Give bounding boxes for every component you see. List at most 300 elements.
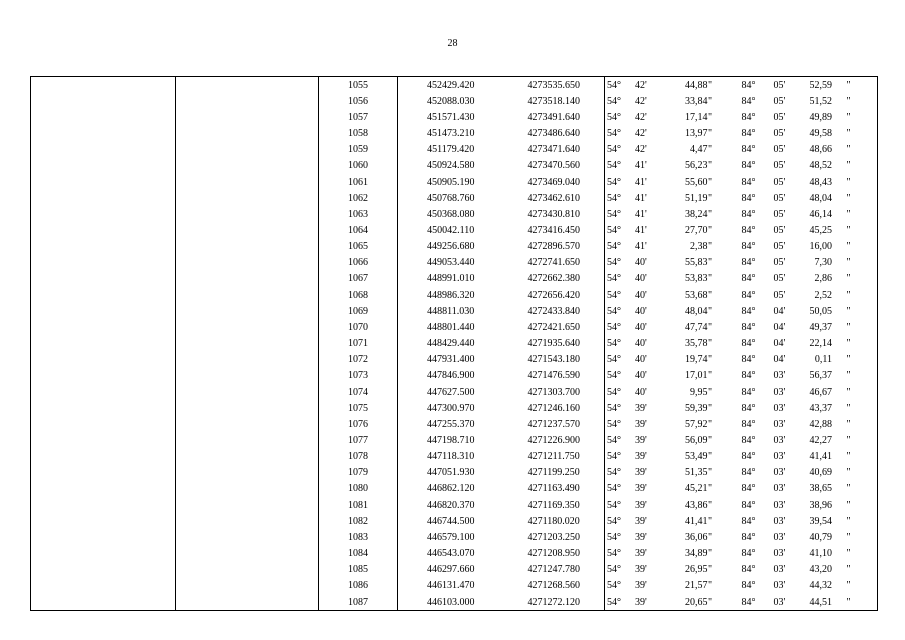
seconds-symbol: " [708, 548, 713, 560]
x-coordinate: 447931.400 [398, 352, 504, 368]
table-row [31, 449, 878, 465]
longitude-cell [735, 465, 878, 481]
y-coordinate: 4271272.120 [504, 594, 605, 611]
point-number: 1062 [319, 190, 398, 206]
x-coordinate: 448429.440 [398, 336, 504, 352]
latitude-cell [605, 174, 735, 190]
longitude-cell [735, 287, 878, 303]
longitude-minutes: 04' [773, 338, 786, 350]
longitude-minutes: 03' [773, 418, 786, 430]
longitude-degrees: 84° [741, 160, 756, 172]
longitude-minutes: 03' [773, 580, 786, 592]
table-row [31, 432, 878, 448]
table-row [31, 400, 878, 416]
longitude-minutes: 05' [773, 192, 786, 204]
empty-cell [31, 142, 176, 158]
latitude-seconds: 57,92 [685, 418, 708, 430]
x-coordinate: 446131.470 [398, 578, 504, 594]
x-coordinate: 450924.580 [398, 158, 504, 174]
longitude-degrees: 84° [741, 499, 756, 511]
latitude-minutes: 42' [635, 144, 647, 156]
point-number: 1059 [319, 142, 398, 158]
longitude-degrees: 84° [741, 305, 756, 317]
empty-cell [31, 109, 176, 125]
longitude-degrees: 84° [741, 580, 756, 592]
latitude-seconds: 44,88 [685, 79, 708, 91]
y-coordinate: 4273416.450 [527, 224, 580, 236]
latitude-minutes: 42' [635, 128, 647, 140]
seconds-symbol: " [708, 354, 713, 366]
empty-cell [31, 255, 176, 271]
latitude-cell [605, 77, 735, 94]
coordinates-table [30, 76, 878, 611]
longitude-seconds: 50,05 [809, 305, 832, 317]
latitude-cell [605, 93, 735, 109]
latitude-minutes: 40' [635, 370, 647, 382]
latitude-degrees: 54° [607, 435, 621, 447]
point-number: 1061 [319, 174, 398, 190]
longitude-degrees: 84° [741, 79, 756, 91]
y-coordinate: 4271268.560 [527, 580, 580, 592]
latitude-minutes: 40' [635, 386, 647, 398]
y-coordinate: 4271208.950 [527, 548, 580, 560]
empty-cell [31, 222, 176, 238]
table-row [31, 594, 878, 611]
latitude-seconds: 33,84 [685, 95, 708, 107]
latitude-cell [605, 594, 735, 611]
point-number: 1086 [319, 578, 398, 594]
latitude-minutes: 40' [635, 305, 647, 317]
latitude-cell [605, 432, 735, 448]
longitude-seconds: 51,52 [809, 95, 832, 107]
latitude-cell [605, 465, 735, 481]
seconds-symbol: " [708, 257, 713, 269]
table-row [31, 481, 878, 497]
x-coordinate: 450368.080 [398, 206, 504, 222]
latitude-minutes: 40' [635, 354, 647, 366]
y-coordinate: 4271163.490 [527, 483, 580, 495]
latitude-minutes: 39' [635, 531, 647, 543]
table-row [31, 529, 878, 545]
longitude-cell [735, 239, 878, 255]
y-coordinate: 4273486.640 [527, 128, 580, 140]
latitude-degrees: 54° [607, 596, 621, 608]
latitude-cell [605, 352, 735, 368]
latitude-cell [605, 125, 735, 141]
longitude-degrees: 84° [741, 467, 756, 479]
latitude-degrees: 54° [607, 370, 621, 382]
seconds-symbol: " [708, 289, 713, 301]
longitude-cell [735, 109, 878, 125]
empty-cell [31, 513, 176, 529]
latitude-degrees: 54° [607, 483, 621, 495]
longitude-cell [735, 222, 878, 238]
y-coordinate: 4273469.040 [527, 176, 580, 188]
seconds-symbol: " [846, 192, 851, 204]
longitude-seconds: 16,00 [809, 241, 832, 253]
longitude-degrees: 84° [741, 402, 756, 414]
point-number: 1076 [319, 416, 398, 432]
x-coordinate: 447627.500 [398, 384, 504, 400]
seconds-symbol: " [846, 354, 851, 366]
longitude-seconds: 44,51 [809, 596, 832, 608]
latitude-degrees: 54° [607, 224, 621, 236]
longitude-cell [735, 77, 878, 94]
latitude-minutes: 41' [635, 176, 647, 188]
empty-cell [176, 352, 319, 368]
point-number: 1056 [319, 93, 398, 109]
latitude-minutes: 40' [635, 273, 647, 285]
empty-cell [176, 239, 319, 255]
longitude-cell [735, 206, 878, 222]
empty-cell [31, 400, 176, 416]
seconds-symbol: " [846, 370, 851, 382]
x-coordinate: 448801.440 [398, 319, 504, 335]
latitude-cell [605, 319, 735, 335]
longitude-cell [735, 432, 878, 448]
longitude-cell [735, 319, 878, 335]
latitude-minutes: 41' [635, 241, 647, 253]
seconds-symbol: " [708, 208, 713, 220]
empty-cell [31, 158, 176, 174]
longitude-minutes: 03' [773, 483, 786, 495]
table-row [31, 174, 878, 190]
seconds-symbol: " [708, 241, 713, 253]
empty-cell [31, 368, 176, 384]
seconds-symbol: " [846, 289, 851, 301]
empty-cell [176, 432, 319, 448]
empty-cell [31, 125, 176, 141]
latitude-degrees: 54° [607, 354, 621, 366]
latitude-cell [605, 271, 735, 287]
longitude-minutes: 04' [773, 305, 786, 317]
latitude-degrees: 54° [607, 176, 621, 188]
empty-cell [31, 319, 176, 335]
y-coordinate: 4271169.350 [527, 499, 580, 511]
seconds-symbol: " [708, 305, 713, 317]
longitude-minutes: 04' [773, 354, 786, 366]
longitude-cell [735, 190, 878, 206]
point-number: 1069 [319, 303, 398, 319]
longitude-seconds: 41,41 [809, 451, 832, 463]
latitude-cell [605, 239, 735, 255]
y-coordinate: 4271199.250 [527, 467, 580, 479]
longitude-seconds: 39,54 [809, 515, 832, 527]
point-number: 1064 [319, 222, 398, 238]
latitude-cell [605, 481, 735, 497]
latitude-cell [605, 513, 735, 529]
empty-cell [176, 190, 319, 206]
longitude-degrees: 84° [741, 128, 756, 140]
point-number: 1055 [319, 77, 398, 94]
coordinates-table-body [31, 77, 878, 611]
longitude-cell [735, 158, 878, 174]
longitude-cell [735, 513, 878, 529]
longitude-cell [735, 336, 878, 352]
longitude-minutes: 05' [773, 144, 786, 156]
longitude-minutes: 05' [773, 111, 786, 123]
latitude-seconds: 47,74 [685, 321, 708, 333]
longitude-minutes: 05' [773, 176, 786, 188]
latitude-cell [605, 384, 735, 400]
latitude-seconds: 56,09 [685, 435, 708, 447]
latitude-degrees: 54° [607, 548, 621, 560]
latitude-degrees: 54° [607, 160, 621, 172]
longitude-seconds: 43,20 [809, 564, 832, 576]
seconds-symbol: " [846, 273, 851, 285]
longitude-seconds: 2,86 [814, 273, 832, 285]
latitude-cell [605, 206, 735, 222]
empty-cell [176, 142, 319, 158]
longitude-minutes: 05' [773, 289, 786, 301]
y-coordinate: 4271247.780 [527, 564, 580, 576]
point-number: 1074 [319, 384, 398, 400]
y-coordinate: 4273470.560 [527, 160, 580, 172]
longitude-cell [735, 400, 878, 416]
longitude-degrees: 84° [741, 192, 756, 204]
longitude-minutes: 03' [773, 370, 786, 382]
latitude-cell [605, 287, 735, 303]
point-number: 1082 [319, 513, 398, 529]
latitude-seconds: 38,24 [685, 208, 708, 220]
empty-cell [176, 465, 319, 481]
page-number: 28 [447, 38, 458, 49]
latitude-minutes: 39' [635, 548, 647, 560]
table-row [31, 222, 878, 238]
longitude-degrees: 84° [741, 515, 756, 527]
longitude-seconds: 42,88 [809, 418, 832, 430]
latitude-minutes: 42' [635, 111, 647, 123]
seconds-symbol: " [708, 580, 713, 592]
point-number: 1071 [319, 336, 398, 352]
longitude-degrees: 84° [741, 95, 756, 107]
longitude-minutes: 03' [773, 402, 786, 414]
latitude-seconds: 4,47 [690, 144, 708, 156]
longitude-cell [735, 174, 878, 190]
seconds-symbol: " [708, 111, 713, 123]
latitude-minutes: 39' [635, 451, 647, 463]
longitude-cell [735, 384, 878, 400]
longitude-cell [735, 529, 878, 545]
seconds-symbol: " [846, 402, 851, 414]
seconds-symbol: " [846, 321, 851, 333]
latitude-seconds: 2,38 [690, 241, 708, 253]
latitude-degrees: 54° [607, 128, 621, 140]
latitude-seconds: 41,41 [685, 515, 708, 527]
latitude-cell [605, 255, 735, 271]
longitude-seconds: 7,30 [814, 257, 832, 269]
longitude-minutes: 03' [773, 499, 786, 511]
longitude-seconds: 44,32 [809, 580, 832, 592]
point-number: 1083 [319, 529, 398, 545]
point-number: 1077 [319, 432, 398, 448]
longitude-seconds: 56,37 [809, 370, 832, 382]
latitude-seconds: 19,74 [685, 354, 708, 366]
empty-cell [31, 336, 176, 352]
y-coordinate: 4272656.420 [527, 289, 580, 301]
x-coordinate: 446543.070 [398, 546, 504, 562]
y-coordinate: 4272741.650 [527, 257, 580, 269]
seconds-symbol: " [846, 128, 851, 140]
latitude-seconds: 55,83 [685, 257, 708, 269]
seconds-symbol: " [846, 580, 851, 592]
x-coordinate: 450042.110 [398, 222, 504, 238]
longitude-degrees: 84° [741, 435, 756, 447]
latitude-degrees: 54° [607, 515, 621, 527]
latitude-minutes: 39' [635, 418, 647, 430]
empty-cell [31, 239, 176, 255]
latitude-cell [605, 303, 735, 319]
table-row [31, 287, 878, 303]
x-coordinate: 446820.370 [398, 497, 504, 513]
seconds-symbol: " [708, 79, 713, 91]
x-coordinate: 446579.100 [398, 529, 504, 545]
empty-cell [31, 206, 176, 222]
empty-cell [176, 222, 319, 238]
table-row [31, 142, 878, 158]
y-coordinate: 4272433.840 [527, 305, 580, 317]
table-row [31, 93, 878, 109]
longitude-degrees: 84° [741, 273, 756, 285]
longitude-cell [735, 303, 878, 319]
y-coordinate: 4271226.900 [527, 435, 580, 447]
empty-cell [176, 497, 319, 513]
table-row [31, 578, 878, 594]
table-row [31, 239, 878, 255]
seconds-symbol: " [846, 435, 851, 447]
empty-cell [31, 449, 176, 465]
longitude-cell [735, 255, 878, 271]
x-coordinate: 451473.210 [398, 125, 504, 141]
y-coordinate: 4273491.640 [527, 111, 580, 123]
empty-cell [31, 190, 176, 206]
latitude-minutes: 39' [635, 580, 647, 592]
table-row [31, 158, 878, 174]
seconds-symbol: " [708, 515, 713, 527]
longitude-minutes: 05' [773, 241, 786, 253]
seconds-symbol: " [846, 483, 851, 495]
longitude-minutes: 03' [773, 515, 786, 527]
y-coordinate: 4273518.140 [527, 95, 580, 107]
latitude-cell [605, 529, 735, 545]
longitude-minutes: 03' [773, 451, 786, 463]
latitude-degrees: 54° [607, 531, 621, 543]
longitude-degrees: 84° [741, 338, 756, 350]
longitude-cell [735, 562, 878, 578]
longitude-minutes: 03' [773, 467, 786, 479]
x-coordinate: 447255.370 [398, 416, 504, 432]
latitude-degrees: 54° [607, 273, 621, 285]
latitude-minutes: 42' [635, 79, 647, 91]
latitude-degrees: 54° [607, 208, 621, 220]
empty-cell [176, 271, 319, 287]
longitude-cell [735, 416, 878, 432]
table-row [31, 562, 878, 578]
point-number: 1085 [319, 562, 398, 578]
longitude-cell [735, 449, 878, 465]
point-number: 1075 [319, 400, 398, 416]
table-row [31, 416, 878, 432]
longitude-cell [735, 93, 878, 109]
seconds-symbol: " [708, 273, 713, 285]
table-row [31, 513, 878, 529]
empty-cell [176, 529, 319, 545]
seconds-symbol: " [708, 418, 713, 430]
longitude-cell [735, 368, 878, 384]
longitude-cell [735, 352, 878, 368]
seconds-symbol: " [708, 176, 713, 188]
longitude-degrees: 84° [741, 257, 756, 269]
latitude-minutes: 39' [635, 402, 647, 414]
latitude-cell [605, 497, 735, 513]
x-coordinate: 448991.010 [398, 271, 504, 287]
latitude-seconds: 48,04 [685, 305, 708, 317]
latitude-seconds: 13,97 [685, 128, 708, 140]
longitude-degrees: 84° [741, 354, 756, 366]
table-row [31, 271, 878, 287]
seconds-symbol: " [846, 499, 851, 511]
point-number: 1057 [319, 109, 398, 125]
longitude-minutes: 03' [773, 386, 786, 398]
x-coordinate: 447198.710 [398, 432, 504, 448]
latitude-seconds: 34,89 [685, 548, 708, 560]
latitude-degrees: 54° [607, 451, 621, 463]
latitude-degrees: 54° [607, 564, 621, 576]
longitude-degrees: 84° [741, 321, 756, 333]
y-coordinate: 4273430.810 [527, 208, 580, 220]
seconds-symbol: " [708, 531, 713, 543]
latitude-seconds: 27,70 [685, 224, 708, 236]
empty-cell [176, 287, 319, 303]
seconds-symbol: " [708, 402, 713, 414]
x-coordinate: 448986.320 [398, 287, 504, 303]
seconds-symbol: " [846, 111, 851, 123]
table-row [31, 352, 878, 368]
latitude-seconds: 9,95 [690, 386, 708, 398]
seconds-symbol: " [846, 160, 851, 172]
seconds-symbol: " [708, 451, 713, 463]
longitude-minutes: 03' [773, 435, 786, 447]
empty-cell [176, 109, 319, 125]
empty-cell [31, 93, 176, 109]
latitude-degrees: 54° [607, 321, 621, 333]
longitude-minutes: 05' [773, 160, 786, 172]
x-coordinate: 450905.190 [398, 174, 504, 190]
longitude-degrees: 84° [741, 289, 756, 301]
seconds-symbol: " [708, 386, 713, 398]
latitude-seconds: 59,39 [685, 402, 708, 414]
longitude-cell [735, 578, 878, 594]
table-row [31, 497, 878, 513]
empty-cell [176, 303, 319, 319]
latitude-cell [605, 578, 735, 594]
latitude-minutes: 41' [635, 192, 647, 204]
seconds-symbol: " [846, 224, 851, 236]
latitude-seconds: 43,86 [685, 499, 708, 511]
x-coordinate: 446744.500 [398, 513, 504, 529]
longitude-seconds: 46,67 [809, 386, 832, 398]
latitude-cell [605, 449, 735, 465]
seconds-symbol: " [708, 144, 713, 156]
empty-cell [31, 465, 176, 481]
longitude-minutes: 05' [773, 128, 786, 140]
longitude-minutes: 05' [773, 273, 786, 285]
y-coordinate: 4271246.160 [527, 402, 580, 414]
empty-cell [176, 449, 319, 465]
longitude-degrees: 84° [741, 241, 756, 253]
longitude-degrees: 84° [741, 386, 756, 398]
seconds-symbol: " [708, 95, 713, 107]
